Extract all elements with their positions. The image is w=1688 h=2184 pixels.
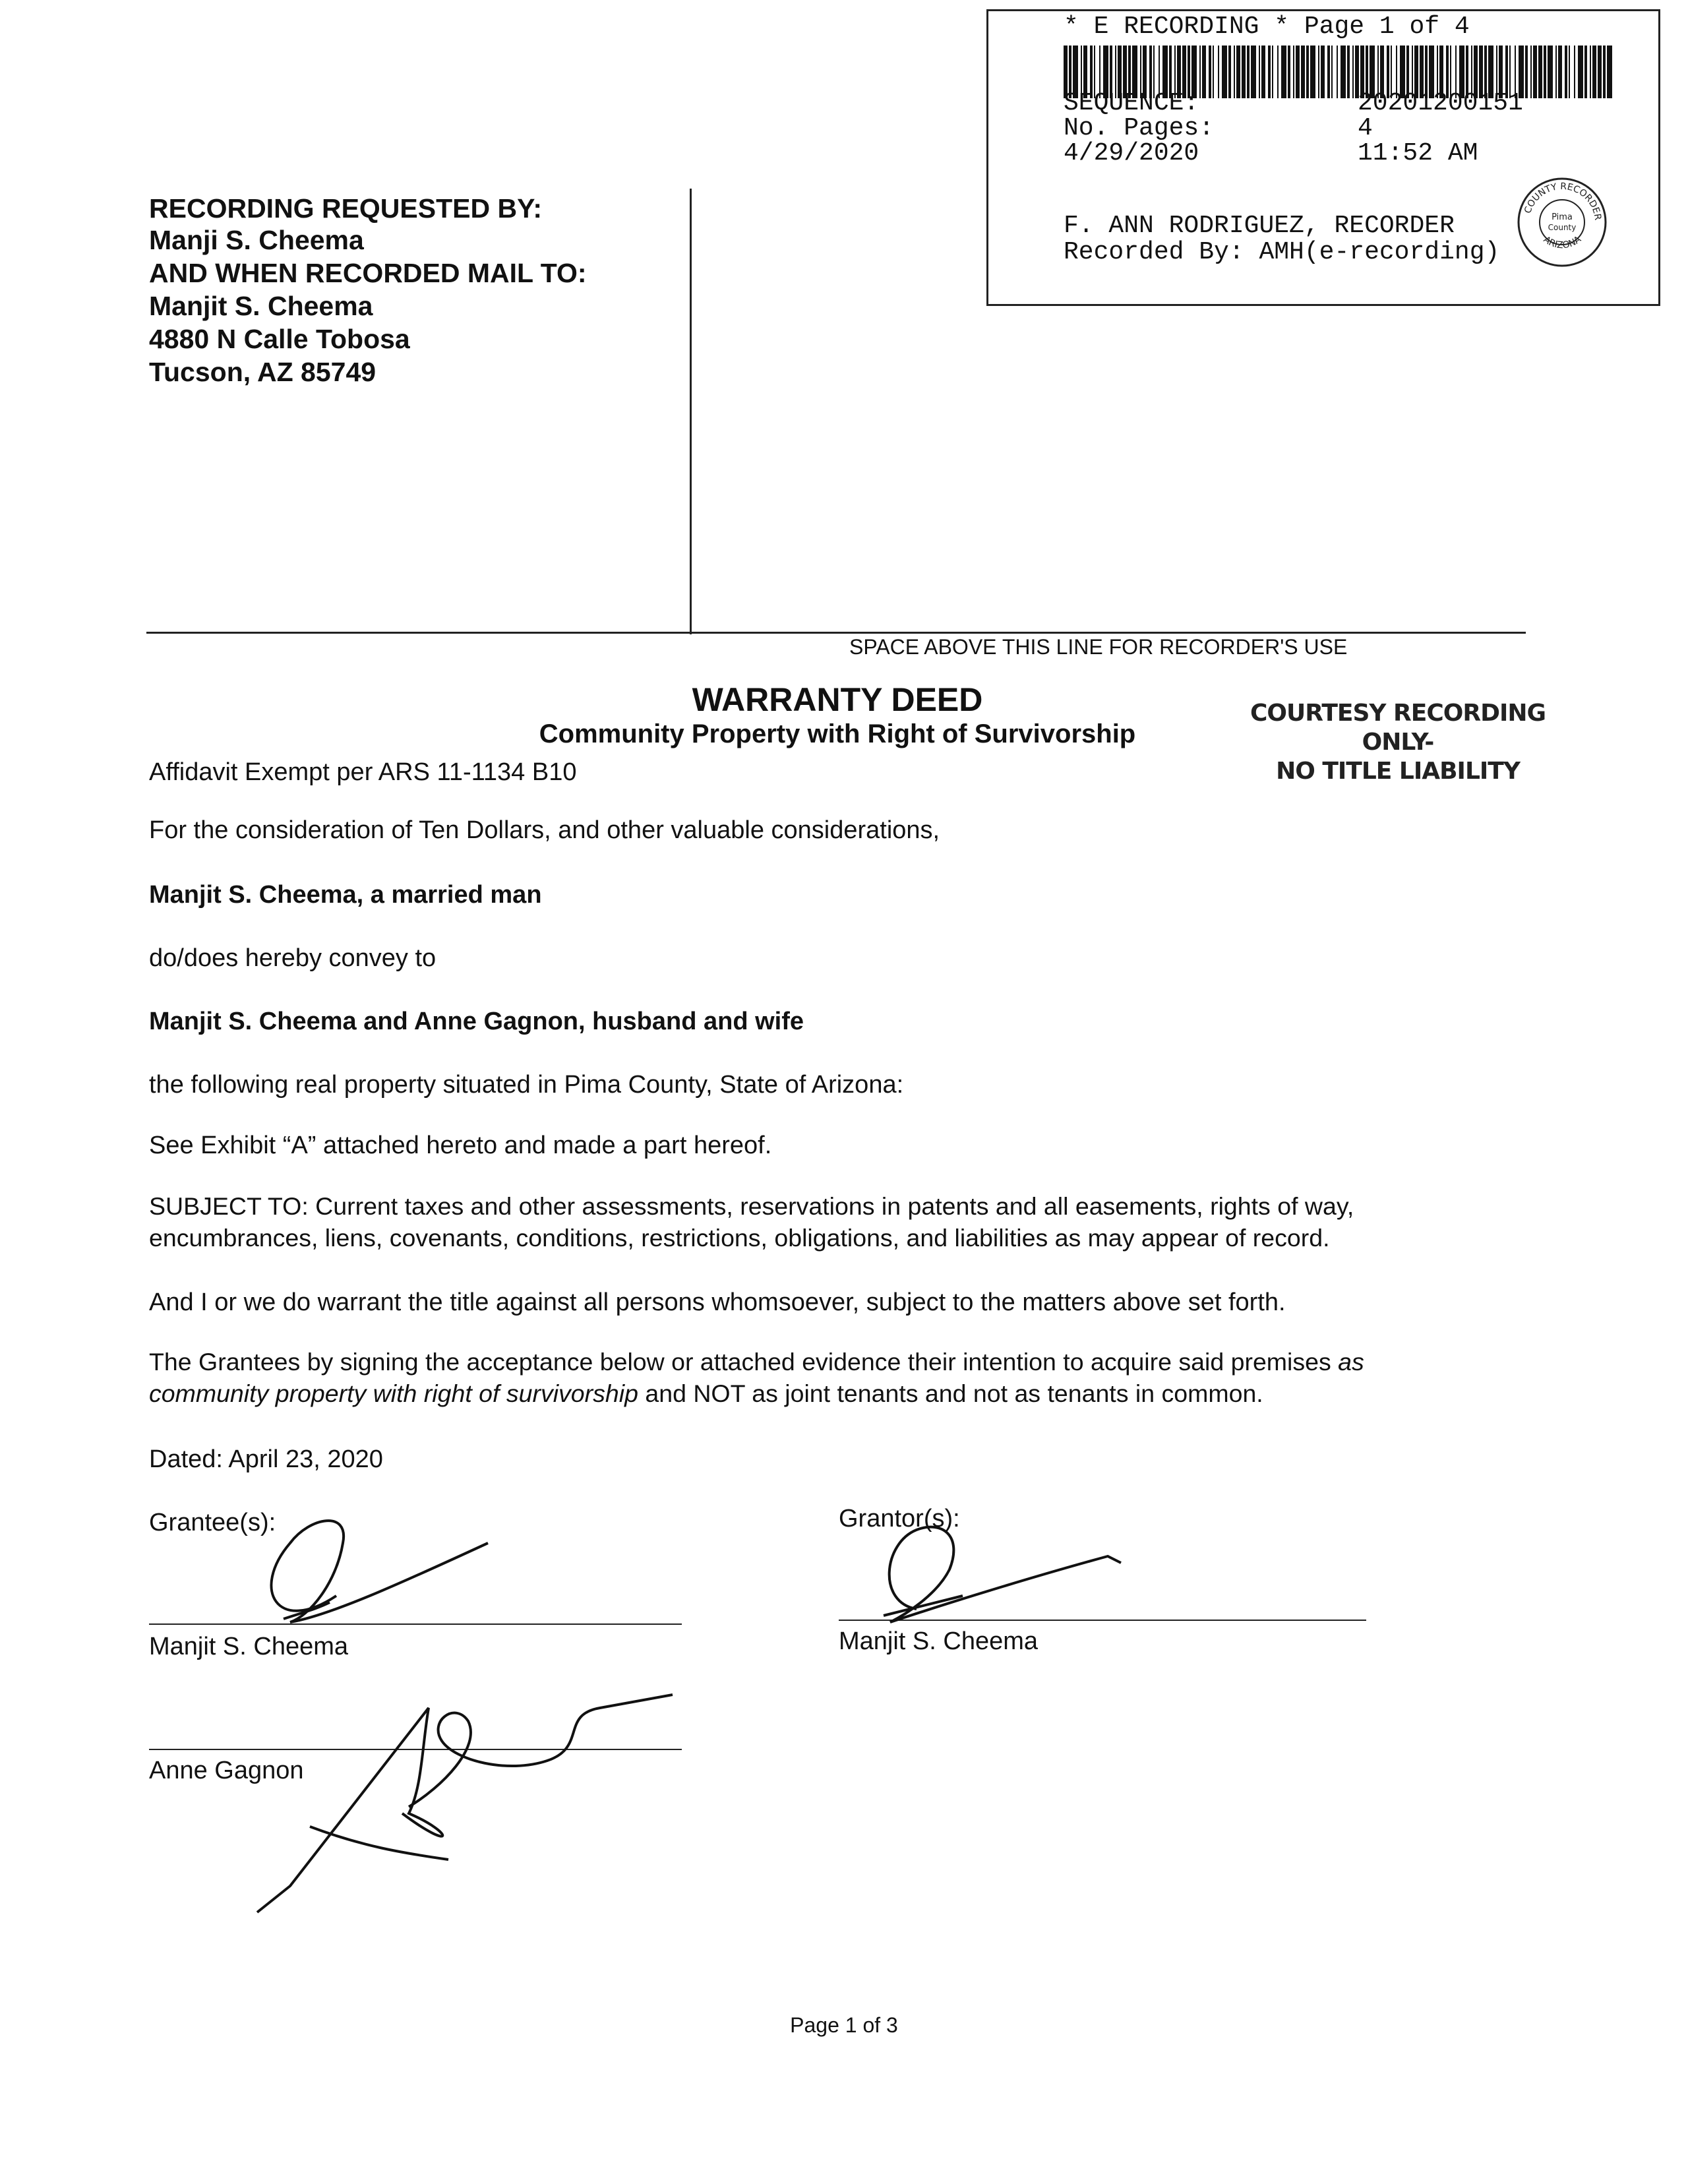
grantee2-name: Anne Gagnon [149,1757,304,1784]
grantee1-signature-icon [237,1503,501,1649]
grantor-signature-icon [857,1517,1134,1635]
recorder-stamp [986,9,1660,306]
affidavit-text: Affidavit Exempt per ARS 11-1134 B10 [149,758,577,786]
stamp-header: * E RECORDING * Page 1 of 4 [1064,13,1470,41]
dated-text: Dated: April 23, 2020 [149,1445,383,1473]
grantee-line: Manjit S. Cheema and Anne Gagnon, husband and wife [149,1008,804,1035]
grantee-label: Grantee(s): [149,1509,276,1536]
grantor-name: Manjit S. Cheema [839,1627,1039,1655]
sequence-value: 20201200151 [1358,89,1523,117]
exhibit-text: See Exhibit “A” attached hereto and made a part hereof. [149,1132,772,1159]
intent-line2-text: and NOT as joint tenants and not as tenants in common. [645,1380,1263,1407]
subject-to-line1: SUBJECT TO: Current taxes and other assessments, reservations in patents and all easements, rights of way, [149,1192,1354,1220]
recorder-name: F. ANN RODRIGUEZ, RECORDER [1064,212,1455,240]
record-time: 11:52 AM [1358,139,1478,167]
county-seal-icon [1516,176,1608,268]
grantor-label: Grantor(s): [839,1505,960,1532]
grantor-line: Manjit S. Cheema, a married man [149,881,542,909]
address-line1: 4880 N Calle Tobosa [149,324,410,354]
intent-line1-text: The Grantees by signing the acceptance below or attached evidence their intention to acquire said premises [149,1348,1331,1376]
intent-line2-italic: community property with right of survivorship [149,1380,638,1407]
grantees-intent-line2 [149,1378,1263,1409]
courtesy-stamp [1226,699,1569,786]
warrant-text: And I or we do warrant the title against all persons whomsoever, subject to the matters above set forth. [149,1289,1286,1316]
mail-to-label: AND WHEN RECORDED MAIL TO: [149,258,587,288]
page-title: WARRANTY DEED [692,681,983,718]
subject-to-line2: encumbrances, liens, covenants, conditions, restrictions, obligations, and liabilities as may appear of record. [149,1224,1330,1252]
grantee1-name: Manjit S. Cheema [149,1633,349,1660]
consideration-text: For the consideration of Ten Dollars, and other valuable considerations, [149,816,940,844]
address-line2: Tucson, AZ 85749 [149,357,377,387]
svg-text:ARIZONA: ARIZONA [1541,233,1583,251]
convey-text: do/does hereby convey to [149,944,437,972]
requested-by-label: RECORDING REQUESTED BY: [149,193,543,224]
page-footer: Page 1 of 3 [790,2013,898,2037]
box-divider [690,189,692,634]
svg-text:COUNTY RECORDER: COUNTY RECORDER [1522,181,1604,221]
requested-by-name: Manji S. Cheema [149,225,364,255]
mail-to-name: Manjit S. Cheema [149,291,373,321]
pages-label: No. Pages: [1064,114,1215,142]
intent-line1-italic: as [1338,1348,1364,1376]
space-above-note: SPACE ABOVE THIS LINE FOR RECORDER'S USE [849,635,1348,659]
property-location: the following real property situated in Pima County, State of Arizona: [149,1071,904,1099]
svg-text:Pima: Pima [1552,212,1573,222]
courtesy-line2: NO TITLE LIABILITY [1276,758,1520,785]
sequence-label: SEQUENCE: [1064,89,1199,117]
grantee2-signature-icon [231,1682,692,1919]
grantees-intent-line1 [149,1347,1364,1377]
svg-text:County: County [1548,223,1577,232]
pages-value: 4 [1358,114,1373,142]
courtesy-line1: COURTESY RECORDING ONLY- [1250,700,1546,756]
page-subtitle: Community Property with Right of Survivorship [539,719,1136,748]
recorded-by: Recorded By: AMH(e-recording) [1064,238,1500,266]
record-date: 4/29/2020 [1064,139,1199,167]
